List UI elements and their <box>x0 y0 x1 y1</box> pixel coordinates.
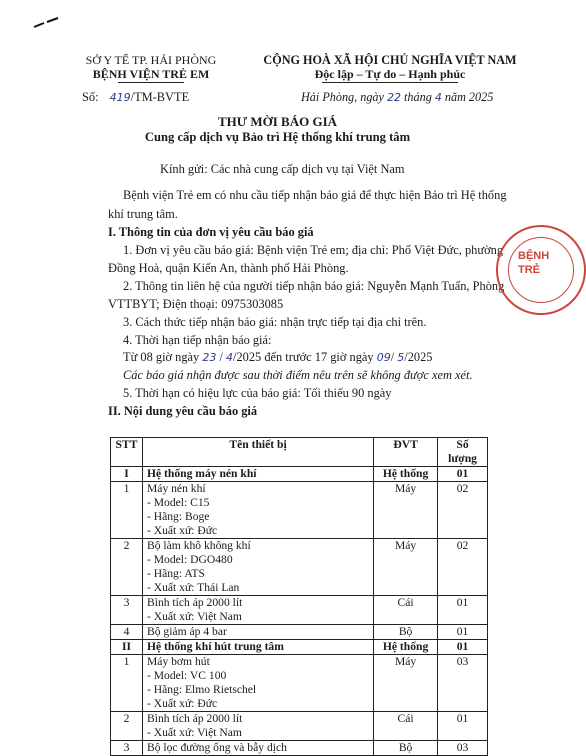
period-month: 5 <box>397 351 405 364</box>
equipment-table <box>110 437 488 756</box>
table-row <box>111 741 488 756</box>
row-unit: Máy <box>374 482 438 539</box>
column-header: Số lượng <box>438 438 488 467</box>
period-day: 09 <box>376 351 391 364</box>
row-line: - Model: DGO480 <box>146 553 233 566</box>
table-row <box>111 625 488 640</box>
row-unit: Máy <box>374 539 438 596</box>
row-index: 3 <box>111 596 143 625</box>
row-line: - Hãng: Elmo Rietschel <box>146 683 257 696</box>
row-line: - Xuất xứ: Đức <box>146 524 218 537</box>
period-month: 4 <box>226 351 233 364</box>
national-motto: Độc lập – Tự do – Hạnh phúc <box>314 67 466 81</box>
row-name <box>142 712 373 741</box>
row-name <box>142 596 373 625</box>
row-line: Bộ làm khô không khí <box>146 539 251 552</box>
table-row <box>111 482 488 539</box>
date-year: năm 2025 <box>444 90 494 104</box>
info-item: 3. Cách thức tiếp nhận báo giá: nhận trực tiếp tại địa chỉ trên. <box>123 315 427 329</box>
row-name: Hệ thống máy nén khí <box>142 467 373 482</box>
period-text: /2025 đến trước 17 giờ ngày <box>233 350 374 364</box>
row-unit: Bộ <box>374 625 438 640</box>
row-line: - Xuất xứ: Đức <box>146 697 218 710</box>
row-unit: Máy <box>374 655 438 712</box>
row-name <box>142 482 373 539</box>
seal-text <box>518 249 549 277</box>
row-line: Bình tích áp 2000 lít <box>146 596 243 609</box>
table-group-row <box>111 467 488 482</box>
date-day: 22 <box>386 91 401 104</box>
info-item: 2. Thông tin liên hệ của người tiếp nhận báo giá: Nguyễn Mạnh Tuấn, Phòng <box>123 279 505 293</box>
intro-line: khí trung tâm. <box>108 207 178 221</box>
table-row <box>111 596 488 625</box>
agency-name: SỞ Y TẾ TP. HẢI PHÒNG <box>85 53 217 67</box>
row-unit: Hệ thống <box>374 640 438 655</box>
hospital-name: BỆNH VIỆN TRẺ EM <box>92 67 210 81</box>
row-unit: Cái <box>374 712 438 741</box>
period-day: 23 <box>202 351 217 364</box>
row-index: 1 <box>111 482 143 539</box>
row-index: 4 <box>111 625 143 640</box>
row-quantity: 03 <box>438 741 488 756</box>
intro-line: Bệnh viện Trẻ em có nhu cầu tiếp nhận báo giá để thực hiện Bảo trì Hệ thống <box>123 188 507 202</box>
document-title: THƯ MỜI BÁO GIÁ <box>217 114 338 129</box>
row-quantity: 03 <box>438 655 488 712</box>
document-date <box>301 90 493 105</box>
number-suffix: /TM-BVTE <box>130 90 190 104</box>
date-month: 4 <box>434 91 442 104</box>
row-line: - Hãng: ATS <box>146 567 205 580</box>
table-row <box>111 539 488 596</box>
table-row <box>111 655 488 712</box>
seal-line: BỆNH <box>518 250 550 262</box>
table-row <box>111 712 488 741</box>
row-line: - Xuất xứ: Việt Nam <box>146 726 242 739</box>
row-index: 2 <box>111 539 143 596</box>
greeting: Kính gửi: Các nhà cung cấp dịch vụ tại Việt Nam <box>160 162 405 176</box>
number-value: 419 <box>109 91 131 104</box>
info-item: 5. Thời hạn có hiệu lực của báo giá: Tối thiểu 90 ngày <box>123 386 392 400</box>
deadline-note: Các báo giá nhận được sau thời điểm nêu trên sẽ không được xem xét. <box>123 368 473 382</box>
red-seal <box>496 225 586 315</box>
table-header-row <box>111 438 488 467</box>
row-name: Bộ lọc đường ống và bẫy dịch <box>142 741 373 756</box>
divider <box>322 82 458 83</box>
row-line: - Model: VC 100 <box>146 669 227 682</box>
row-unit: Cái <box>374 596 438 625</box>
column-header: Tên thiết bị <box>142 438 373 467</box>
row-quantity: 02 <box>438 539 488 596</box>
row-quantity: 02 <box>438 482 488 539</box>
national-title: CỘNG HOÀ XÃ HỘI CHỦ NGHĨA VIỆT NAM <box>263 53 517 67</box>
row-line: - Xuất xứ: Việt Nam <box>146 610 242 623</box>
row-quantity: 01 <box>438 712 488 741</box>
deadline-line: Từ 08 giờ ngày 23 / 4/2025 đến trước 17 giờ ngày 09/ 5/2025 <box>123 350 433 364</box>
period-text: Từ 08 giờ ngày <box>123 350 200 364</box>
document-subtitle: Cung cấp dịch vụ Bảo trì Hệ thống khí trung tâm <box>144 130 411 144</box>
row-quantity: 01 <box>438 640 488 655</box>
section-heading: I. Thông tin của đơn vị yêu cầu báo giá <box>108 225 314 239</box>
seal-line: TRẺ <box>518 264 540 276</box>
row-name: Hệ thống khí hút trung tâm <box>142 640 373 655</box>
number-prefix: Số: <box>82 90 99 104</box>
info-item: 4. Thời hạn tiếp nhận báo giá: <box>123 333 272 347</box>
row-name <box>142 655 373 712</box>
date-prefix: Hải Phòng, ngày <box>301 90 384 104</box>
section-heading: II. Nội dung yêu cầu báo giá <box>108 404 258 418</box>
column-header: STT <box>111 438 143 467</box>
info-item: 1. Đơn vị yêu cầu báo giá: Bệnh viện Trẻ em; địa chỉ: Phố Việt Đức, phường <box>123 243 504 257</box>
info-item: VTTBYT; Điện thoại: 0975303085 <box>108 297 284 311</box>
row-index: I <box>111 467 143 482</box>
row-quantity: 01 <box>438 467 488 482</box>
row-index: 1 <box>111 655 143 712</box>
row-unit: Hệ thống <box>374 467 438 482</box>
row-index: 3 <box>111 741 143 756</box>
row-index: II <box>111 640 143 655</box>
row-line: Bình tích áp 2000 lít <box>146 712 243 725</box>
date-month-label: tháng <box>404 90 432 104</box>
table-group-row <box>111 640 488 655</box>
row-line: Máy bơm hút <box>146 655 210 668</box>
row-index: 2 <box>111 712 143 741</box>
pen-mark-icon <box>32 16 60 30</box>
divider <box>118 82 184 83</box>
row-line: - Xuất xứ: Thái Lan <box>146 581 240 594</box>
document-number <box>82 90 189 105</box>
row-line: - Model: C15 <box>146 496 210 509</box>
row-name <box>142 539 373 596</box>
row-line: Máy nén khí <box>146 482 206 495</box>
column-header: ĐVT <box>374 438 438 467</box>
info-item: Đồng Hoà, quận Kiến An, thành phố Hải Phòng. <box>108 261 349 275</box>
period-text: /2025 <box>404 350 433 364</box>
row-line: - Hãng: Boge <box>146 510 210 523</box>
row-unit: Bộ <box>374 741 438 756</box>
row-name: Bộ giảm áp 4 bar <box>142 625 373 640</box>
row-quantity: 01 <box>438 625 488 640</box>
row-quantity: 01 <box>438 596 488 625</box>
